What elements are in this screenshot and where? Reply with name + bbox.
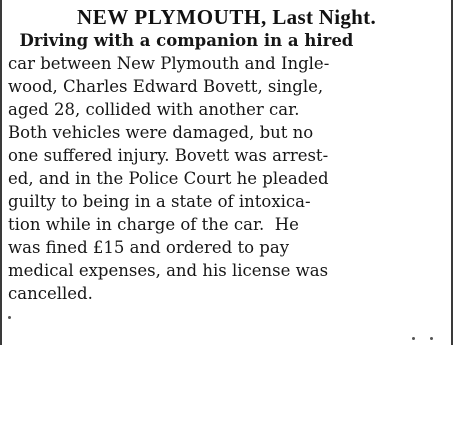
headline-time: Last Night. <box>272 5 377 29</box>
article-line: wood, Charles Edward Bovett, single, <box>8 77 324 96</box>
headline-place: NEW PLYMOUTH, <box>76 5 267 29</box>
print-speck <box>412 337 415 340</box>
article-line: was fined £15 and ordered to pay <box>8 238 290 257</box>
article-line: Both vehicles were damaged, but no <box>8 123 314 142</box>
article-line: ed, and in the Police Court he pleaded <box>8 169 329 188</box>
print-speck <box>8 316 11 319</box>
column-rule-left <box>0 0 2 345</box>
article-line: aged 28, collided with another car. <box>8 100 300 119</box>
print-speck <box>430 337 433 340</box>
article-line: tion while in charge of the car. He <box>8 215 299 234</box>
article-line: cancelled. <box>8 284 93 303</box>
article-line: medical expenses, and his license was <box>8 261 329 280</box>
article-headline <box>0 4 453 30</box>
article-line: guilty to being in a state of intoxica- <box>8 192 311 211</box>
article-line: car between New Plymouth and Ingle- <box>8 54 330 73</box>
article-line: Driving with a companion in a hired <box>8 31 354 50</box>
article-line: one suffered injury. Bovett was arrest- <box>8 146 329 165</box>
